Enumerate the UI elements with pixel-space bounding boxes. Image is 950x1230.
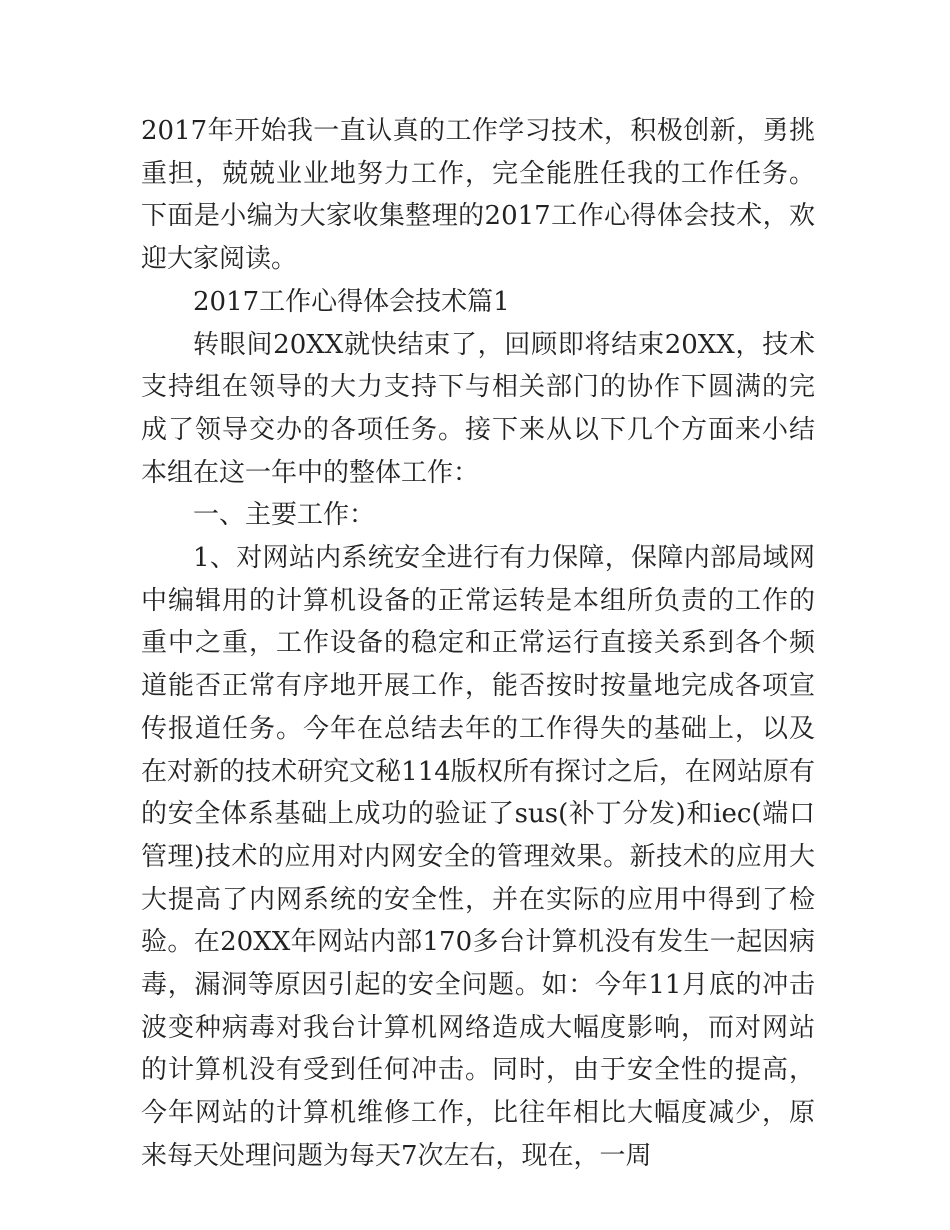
document-page: [141, 110, 815, 1178]
intro-paragraph: 2017年开始我一直认真的工作学习技术，积极创新，勇挑重担，兢兢业业地努力工作，完全能胜任我的工作任务。下面是小编为大家收集整理的2017工作心得体会技术，欢迎大家阅读。: [141, 116, 815, 275]
body-paragraph-overview: 转眼间20XX就快结束了，回顾即将结束20XX，技术支持组在领导的大力支持下与相关部门的协作下圆满的完成了领导交办的各项任务。接下来从以下几个方面来小结本组在这一年中的整体工作：: [141, 329, 815, 488]
subheading-main-work: 一、主要工作：: [193, 500, 376, 531]
body-paragraph-security: 1、对网站内系统安全进行有力保障，保障内部局域网中编辑用的计算机设备的正常运转是本组所负责的工作的重中之重，工作设备的稳定和正常运行直接关系到各个频道能否正常有序地开展工作，能否按时按量地完成各项宣传报道任务。今年在总结去年的工作得失的基础上，以及在对新的技术研究文秘114版权所有探讨之后，在网站原有的安全体系基础上成功的验证了sus(补丁分发)和iec(端口管理)技术的应用对内网安全的管理效果。新技术的应用大大提高了内网系统的安全性，并在实际的应用中得到了检验。在20XX年网站内部170多台计算机没有发生一起因病毒，漏洞等原因引起的安全问题。如：今年11月底的冲击波变种病毒对我台计算机网络造成大幅度影响，而对网站的计算机没有受到任何冲击。同时，由于安全性的提高，今年网站的计算机维修工作，比往年相比大幅度减少，原来每天处理问题为每天7次左右，现在，一周: [141, 543, 815, 1171]
section-heading: 2017工作心得体会技术篇1: [193, 286, 510, 317]
